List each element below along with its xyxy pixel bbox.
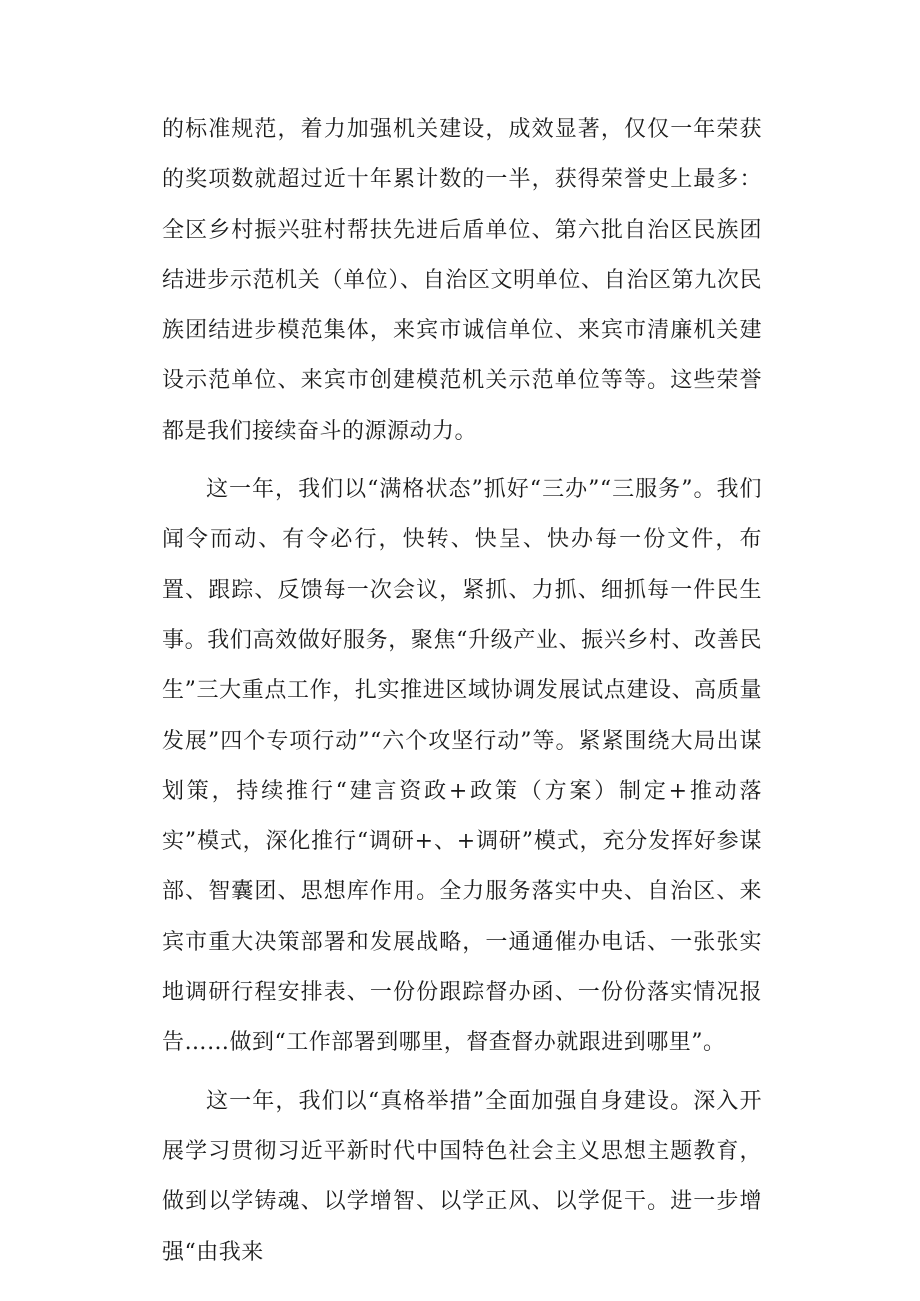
document-body bbox=[162, 105, 762, 1278]
paragraph-1: 的标准规范，着力加强机关建设，成效显著，仅仅一年荣获的奖项数就超过近十年累计数的一半，获得荣誉史上最多：全区乡村振兴驻村帮扶先进后盾单位、第六批自治区民族团结进步示范机关（单位）、自治区文明单位、自治区第九次民族团结进步模范集体，来宾市诚信单位、来宾市清廉机关建设示范单位、来宾市创建模范机关示范单位等等。这些荣誉都是我们接续奋斗的源源动力。 bbox=[162, 117, 762, 444]
paragraph-3: 这一年，我们以“真格举措”全面加强自身建设。深入开展学习贯彻习近平新时代中国特色社会主义思想主题教育，做到以学铸魂、以学增智、以学正风、以学促干。进一步增强“由我来 bbox=[162, 1088, 762, 1265]
paragraph-2: 这一年，我们以“满格状态”抓好“三办”“三服务”。我们闻令而动、有令必行，快转、快呈、快办每一份文件，布置、跟踪、反馈每一次会议，紧抓、力抓、细抓每一件民生事。我们高效做好服务，聚焦“升级产业、振兴乡村、改善民生”三大重点工作，扎实推进区域协调发展试点建设、高质量发展”四个专项行动”“六个攻坚行动”等。紧紧围绕大局出谋划策，持续推行“建言资政+政策（方案）制定+推动落实”模式，深化推行“调研+、+调研”模式，充分发挥好参谋部、智囊团、思想库作用。全力服务落实中央、自治区、来宾市重大决策部署和发展战略，一通通催办电话、一张张实地调研行程安排表、一份份跟踪督办函、一份份落实情况报告……做到“工作部署到哪里，督查督办就跟进到哪里”。 bbox=[162, 477, 762, 1056]
